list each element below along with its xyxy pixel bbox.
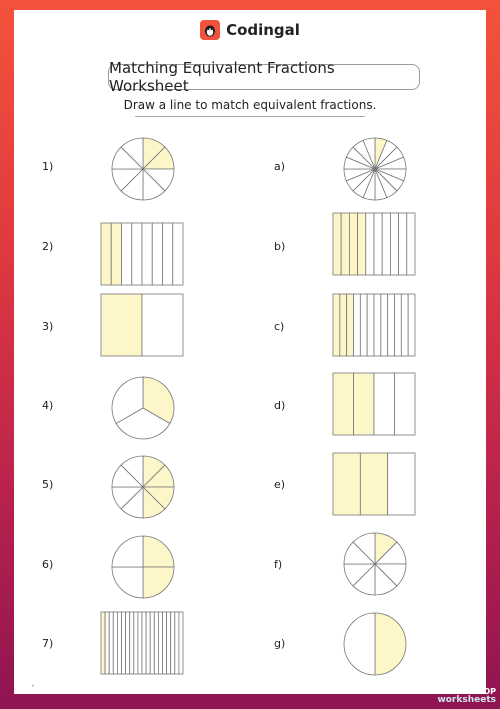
unshaded-part (109, 612, 113, 674)
unshaded-part (382, 213, 390, 275)
instructions-text: Draw a line to match equivalent fractions. (123, 98, 377, 112)
right-fraction-shape-b[interactable] (332, 212, 416, 276)
shaded-sector (143, 536, 174, 567)
left-fraction-shape-2[interactable] (100, 222, 184, 286)
instructions (14, 98, 486, 117)
left-fraction-shape-4[interactable] (110, 375, 176, 441)
unshaded-part (360, 294, 367, 356)
instructions-underline (135, 116, 365, 117)
unshaded-part (171, 612, 175, 674)
unshaded-part (132, 223, 142, 285)
unshaded-part (130, 612, 134, 674)
unshaded-part (134, 612, 138, 674)
shaded-part (101, 294, 142, 356)
shaded-sector (375, 613, 406, 675)
shaded-part (333, 294, 340, 356)
left-item-label: 5) (42, 478, 54, 491)
right-fraction-shape-g[interactable] (342, 611, 408, 677)
unshaded-part (154, 612, 158, 674)
unshaded-part (122, 223, 132, 285)
corner-mark: • (32, 684, 35, 690)
shaded-part (333, 213, 341, 275)
unshaded-part (173, 223, 183, 285)
left-item-label: 4) (42, 399, 54, 412)
unshaded-sector (112, 567, 143, 598)
left-fraction-shape-1[interactable] (110, 136, 176, 202)
unshaded-part (381, 294, 388, 356)
brand-name: Codingal (226, 21, 300, 39)
shaded-sector (143, 567, 174, 598)
unshaded-part (388, 453, 415, 515)
shaded-part (340, 294, 347, 356)
left-item-label: 3) (42, 320, 54, 333)
unshaded-part (146, 612, 150, 674)
shaded-part (111, 223, 121, 285)
shaded-part (341, 213, 349, 275)
left-item-label: 2) (42, 240, 54, 253)
unshaded-part (388, 294, 395, 356)
unshaded-part (142, 612, 146, 674)
unshaded-part (117, 612, 121, 674)
unshaded-part (163, 223, 173, 285)
shaded-part (349, 213, 357, 275)
right-item-label: g) (274, 637, 286, 650)
watermark-line2: worksheets (437, 695, 496, 705)
left-fraction-shape-5[interactable] (110, 454, 176, 520)
unshaded-part (179, 612, 183, 674)
unshaded-sector (344, 613, 375, 675)
unshaded-part (408, 294, 415, 356)
unshaded-part (390, 213, 398, 275)
right-item-label: d) (274, 399, 286, 412)
worksheet-title (108, 59, 420, 95)
shaded-part (347, 294, 354, 356)
unshaded-part (366, 213, 374, 275)
unshaded-part (142, 223, 152, 285)
unshaded-part (126, 612, 130, 674)
right-item-label: a) (274, 160, 286, 173)
watermark-line1: TOP (477, 687, 496, 696)
unshaded-part (175, 612, 179, 674)
left-item-label: 6) (42, 558, 54, 571)
left-item-label: 7) (42, 637, 54, 650)
right-fraction-shape-e[interactable] (332, 452, 416, 516)
unshaded-part (354, 294, 361, 356)
right-fraction-shape-d[interactable] (332, 372, 416, 436)
unshaded-part (113, 612, 117, 674)
left-fraction-shape-6[interactable] (110, 534, 176, 600)
topworksheets-watermark (437, 687, 496, 705)
unshaded-part (152, 223, 162, 285)
brand-header (14, 18, 486, 42)
left-fraction-shape-7[interactable] (100, 611, 184, 675)
shaded-part (333, 453, 360, 515)
left-item-label: 1) (42, 160, 54, 173)
unshaded-part (163, 612, 167, 674)
shaded-part (101, 223, 111, 285)
unshaded-part (401, 294, 408, 356)
shaded-part (333, 373, 354, 435)
right-item-label: c) (274, 320, 285, 333)
right-item-label: b) (274, 240, 286, 253)
unshaded-part (150, 612, 154, 674)
left-fraction-shape-3[interactable] (100, 293, 184, 357)
unshaded-part (407, 213, 415, 275)
unshaded-part (167, 612, 171, 674)
unshaded-part (142, 294, 183, 356)
unshaded-part (138, 612, 142, 674)
unshaded-part (395, 294, 402, 356)
worksheet-page (14, 10, 486, 694)
shaded-part (360, 453, 387, 515)
shaded-part (354, 373, 375, 435)
right-fraction-shape-c[interactable] (332, 293, 416, 357)
right-fraction-shape-f[interactable] (342, 531, 408, 597)
unshaded-part (122, 612, 126, 674)
unshaded-part (158, 612, 162, 674)
right-item-label: e) (274, 478, 286, 491)
unshaded-part (105, 612, 109, 674)
shaded-part (101, 612, 105, 674)
worksheet-title-text: Matching Equivalent Fractions Worksheet (109, 59, 335, 95)
right-item-label: f) (274, 558, 283, 571)
unshaded-part (395, 373, 416, 435)
unshaded-part (374, 294, 381, 356)
penguin-icon (200, 20, 220, 40)
shaded-part (358, 213, 366, 275)
right-fraction-shape-a[interactable] (342, 136, 408, 202)
unshaded-part (374, 373, 395, 435)
unshaded-part (399, 213, 407, 275)
unshaded-part (374, 213, 382, 275)
unshaded-sector (112, 536, 143, 567)
unshaded-part (367, 294, 374, 356)
